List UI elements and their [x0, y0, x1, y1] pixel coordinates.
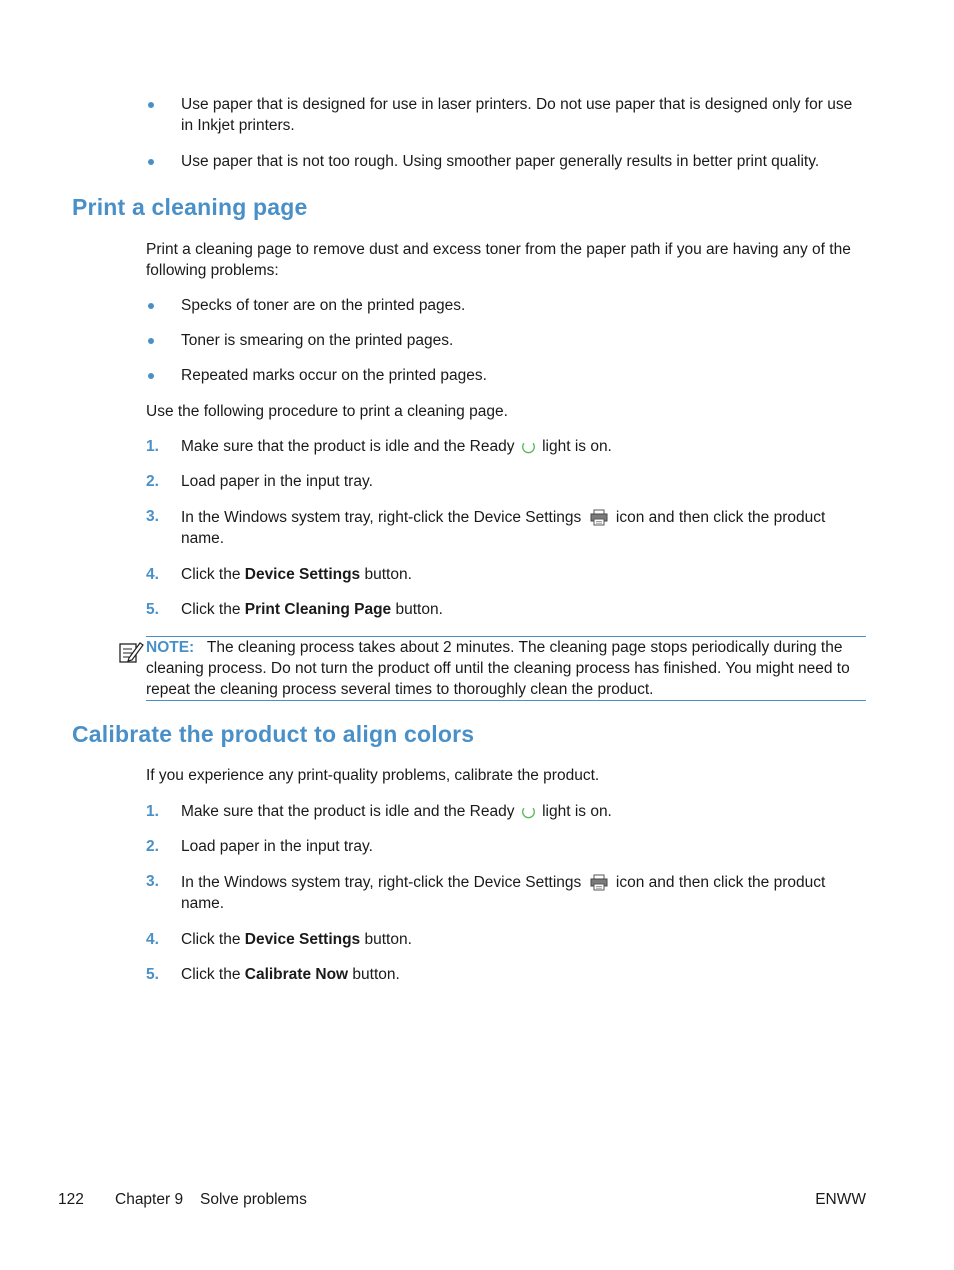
step-number: 3.: [146, 508, 159, 525]
section-heading-cleaning: Print a cleaning page: [72, 194, 308, 220]
note-line: cleaning process. Do not turn the product off until the cleaning process has finished. You might need to: [146, 660, 850, 677]
section-heading-calibrate: Calibrate the product to align colors: [72, 721, 475, 747]
ready-light-icon: [521, 804, 536, 819]
bullet-text: Use paper that is not too rough. Using smoother paper generally results in better print quality.: [181, 153, 820, 170]
problem-item: Repeated marks occur on the printed pages.: [181, 367, 487, 384]
note-box: [146, 636, 866, 701]
bullet-icon: [148, 159, 154, 165]
problem-item: Toner is smearing on the printed pages.: [181, 332, 454, 349]
step-text: Make sure that the product is idle and the Ready light is on.: [181, 438, 612, 455]
note-icon: [118, 639, 144, 665]
step-number: 5.: [146, 601, 159, 618]
device-settings-icon: [590, 509, 608, 526]
bullet-icon: [148, 338, 154, 344]
note-label: NOTE:: [146, 639, 195, 656]
step-text: Load paper in the input tray.: [181, 473, 373, 490]
ready-light-icon: [521, 439, 536, 454]
step-number: 1.: [146, 803, 159, 820]
step-number: 3.: [146, 873, 159, 890]
bullet-icon: [148, 102, 154, 108]
step-number: 1.: [146, 438, 159, 455]
problem-item: Specks of toner are on the printed pages.: [181, 297, 466, 314]
note-line: repeat the cleaning process several times to thoroughly clean the product.: [146, 681, 654, 698]
step-text: Click the Device Settings button.: [181, 931, 412, 948]
step-number: 2.: [146, 473, 159, 490]
bullet-icon: [148, 303, 154, 309]
note-line: NOTE: The cleaning process takes about 2 minutes. The cleaning page stops periodically during the: [146, 639, 843, 656]
footer-page-number: 122: [58, 1191, 84, 1208]
step-number: 4.: [146, 931, 159, 948]
device-settings-icon: [590, 874, 608, 891]
step-text: Click the Device Settings button.: [181, 566, 412, 583]
step-text: In the Windows system tray, right-click the Device Settings icon and then click the product name.: [181, 874, 826, 912]
cleaning-intro: Print a cleaning page to remove dust and excess toner from the paper path if you are having any of the following problems:: [146, 241, 851, 279]
ui-label-print-cleaning-page: Print Cleaning Page: [244, 601, 392, 618]
footer-chapter: Chapter 9: [115, 1191, 184, 1208]
bullet-text: Use paper that is designed for use in laser printers. Do not use paper that is designed only for use in Inkjet printers.: [181, 96, 853, 134]
step-text: Click the Calibrate Now button.: [181, 966, 400, 983]
ui-label-device-settings: Device Settings: [244, 931, 361, 948]
step-number: 5.: [146, 966, 159, 983]
step-text: Make sure that the product is idle and the Ready light is on.: [181, 803, 612, 820]
step-number: 4.: [146, 566, 159, 583]
ui-label-calibrate-now: Calibrate Now: [244, 966, 349, 983]
footer-right: ENWW: [815, 1191, 866, 1208]
step-text: In the Windows system tray, right-click the Device Settings icon and then click the product name.: [181, 509, 826, 547]
footer-chapter-title: Solve problems: [200, 1191, 307, 1208]
step-text: Click the Print Cleaning Page button.: [181, 601, 443, 618]
bullet-icon: [148, 373, 154, 379]
ui-label-device-settings: Device Settings: [244, 566, 361, 583]
procedure-intro: Use the following procedure to print a cleaning page.: [146, 403, 508, 420]
calibrate-intro: If you experience any print-quality problems, calibrate the product.: [146, 767, 600, 784]
step-text: Load paper in the input tray.: [181, 838, 373, 855]
step-number: 2.: [146, 838, 159, 855]
